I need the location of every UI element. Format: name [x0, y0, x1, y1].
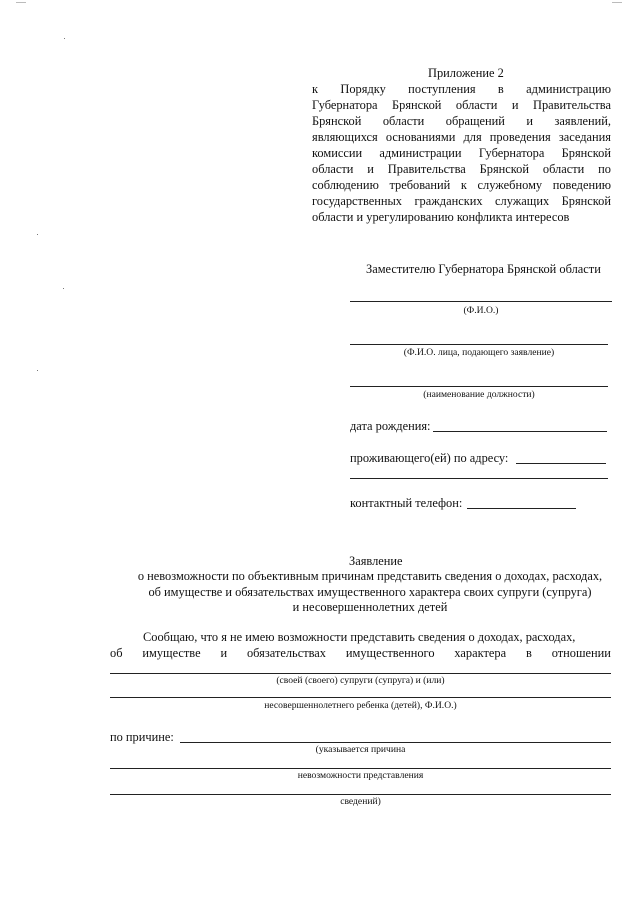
scan-speck	[64, 38, 65, 39]
position-line[interactable]	[350, 386, 608, 387]
address-field-2[interactable]	[350, 478, 608, 479]
appendix-line-9: области и урегулированию конфликта интересов	[312, 210, 570, 224]
fio-line[interactable]	[350, 301, 612, 302]
appendix-line-1: к Порядку поступления в администрацию	[312, 82, 611, 96]
statement-heading: Заявление	[349, 554, 403, 568]
fio-caption: (Ф.И.О.)	[463, 305, 499, 316]
body-word: имущественного	[345, 646, 435, 660]
appendix-line-3: Брянской области обращений и заявлений,	[312, 114, 611, 128]
addressee-to: Заместителю Губернатора Брянской области	[366, 262, 601, 276]
birth-label: дата рождения:	[350, 419, 431, 433]
reason-line-2[interactable]	[110, 768, 611, 769]
appendix-line-5: комиссии администрации Губернатора Брянской	[312, 146, 611, 160]
appendix-line-2: Губернатора Брянской области и Правительства	[312, 98, 611, 112]
body-word: об	[110, 646, 123, 660]
phone-label: контактный телефон:	[350, 496, 463, 510]
scan-speck	[63, 288, 64, 289]
body-word: отношении	[551, 646, 611, 660]
reason-line-3[interactable]	[110, 794, 611, 795]
appendix-line-6: области и Правительства Брянской области по	[312, 162, 611, 176]
reason-caption-1: (указывается причина	[315, 744, 406, 755]
address-field[interactable]	[516, 463, 606, 464]
reason-caption-2: невозможности представления	[297, 770, 424, 781]
appendix-line-7: соблюдению требований к служебному поведению	[312, 178, 611, 192]
child-line[interactable]	[110, 697, 611, 698]
body-word: имуществе	[142, 646, 201, 660]
position-caption: (наименование должности)	[423, 389, 535, 400]
scan-speck	[16, 2, 26, 3]
body-word: характера	[454, 646, 507, 660]
appendix-line-4: являющихся основаниями для проведения заседания	[312, 130, 611, 144]
applicant-line[interactable]	[350, 344, 608, 345]
appendix-line-8: государственных гражданских служащих Брянской	[312, 194, 611, 208]
spouse-caption: (своей (своего) супруги (супруга) и (или)	[276, 675, 445, 686]
body-word: в	[525, 646, 532, 660]
scan-speck	[37, 234, 38, 235]
body-line-1: Сообщаю, что я не имею возможности представить сведения о доходах, расходах,	[143, 630, 576, 644]
scan-speck	[612, 2, 622, 3]
reason-caption-3: сведений)	[340, 796, 381, 807]
body-line-2	[110, 646, 611, 662]
address-label: проживающего(ей) по адресу:	[350, 451, 509, 465]
statement-subtitle-1: о невозможности по объективным причинам представить сведения о доходах, расходах,	[137, 569, 603, 583]
appendix-title: Приложение 2	[428, 66, 504, 80]
phone-field[interactable]	[467, 508, 576, 509]
child-caption: несовершеннолетнего ребенка (детей), Ф.И.О.)	[264, 700, 457, 711]
scan-speck	[37, 370, 38, 371]
birth-field[interactable]	[433, 431, 607, 432]
body-word: и	[220, 646, 228, 660]
statement-subtitle-3: и несовершеннолетних детей	[292, 600, 448, 614]
spouse-line[interactable]	[110, 673, 611, 674]
statement-subtitle-2: об имуществе и обязательствах имущественного характера своих супруги (супруга)	[148, 585, 592, 599]
applicant-caption: (Ф.И.О. лица, подающего заявление)	[403, 347, 555, 358]
reason-label: по причине:	[110, 730, 174, 744]
body-word: обязательствах	[246, 646, 326, 660]
reason-line-1[interactable]	[180, 742, 611, 743]
